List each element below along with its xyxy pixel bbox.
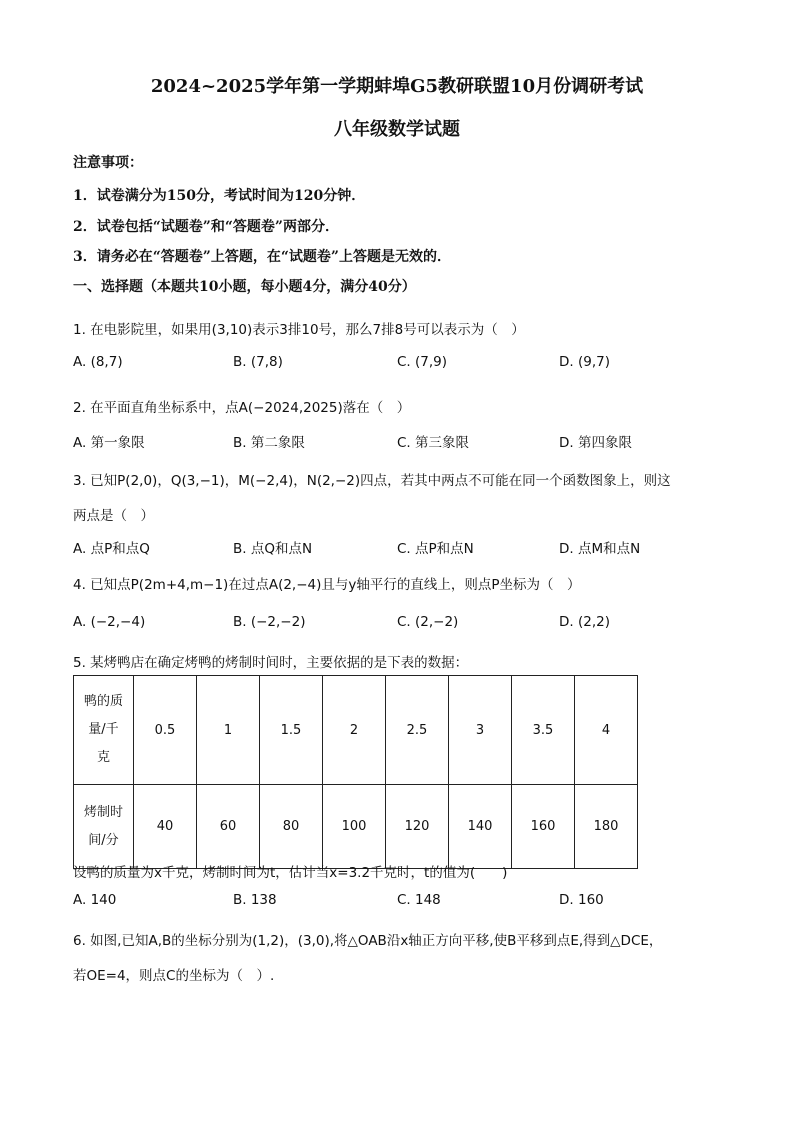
option-a: A. (8,7) (73, 354, 123, 370)
question-4-options (73, 614, 753, 634)
table-row (74, 676, 638, 785)
header-line: 烤制时 (83, 804, 123, 820)
question-3: 3. 已知P(2,0)，Q(3,−1)，M(−2,4)，N(2,−2)四点，若其中两点不可能在同一个函数图象上，则这 (73, 473, 671, 489)
exam-title: 2024~2025学年第一学期蚌埠G5教研联盟10月份调研考试 (150, 76, 644, 97)
option-b: B. 第二象限 (233, 435, 305, 451)
table-cell: 0.5 (134, 676, 197, 785)
question-1-options (73, 354, 753, 374)
option-d: D. (2,2) (559, 614, 610, 630)
table-cell: 100 (323, 785, 386, 869)
table-cell: 160 (512, 785, 575, 869)
question-2: 2. 在平面直角坐标系中，点A(−2024,2025)落在（ ） (73, 400, 411, 416)
option-b: B. (7,8) (233, 354, 283, 370)
question-6: 6. 如图,已知A,B的坐标分别为(1,2)，(3,0),将△OAB沿x轴正方向平移,使B平移到点E,得到△DCE， (73, 933, 663, 949)
option-c: C. 点P和点N (397, 541, 474, 557)
question-3-options (73, 537, 753, 557)
option-a: A. 140 (73, 892, 117, 908)
header-line: 鸭的质 (83, 694, 123, 709)
section-heading: 一、选择题（本题共10小题，每小题4分，满分40分） (73, 279, 416, 295)
question-5-options (73, 892, 753, 912)
table-cell: 1.5 (260, 676, 323, 785)
option-a: A. 第一象限 (73, 435, 145, 451)
notes-heading: 注意事项： (73, 155, 143, 171)
question-4: 4. 已知点P(2m+4,m−1)在过点A(2,−4)且与y轴平行的直线上，则点P坐标为（ ） (73, 577, 581, 593)
duck-roasting-table (73, 675, 638, 869)
header-line: 克 (96, 750, 110, 765)
question-5: 5. 某烤鸭店在确定烤鸭的烤制时间时，主要依据的是下表的数据： (73, 655, 469, 671)
question-3-continued: 两点是（ ） (73, 508, 154, 524)
option-c: C. 第三象限 (397, 435, 470, 451)
question-5-continued: 设鸭的质量为x千克，烤制时间为t，估计当x=3.2千克时，t的值为( ) (73, 865, 508, 881)
table-cell: 2 (323, 676, 386, 785)
table-cell: 120 (386, 785, 449, 869)
option-c: C. (7,9) (397, 354, 448, 370)
table-cell: 1 (197, 676, 260, 785)
table-cell: 4 (575, 676, 638, 785)
question-2-options (73, 431, 753, 451)
option-d: D. (9,7) (559, 354, 610, 370)
table-cell: 80 (260, 785, 323, 869)
option-a: A. 点P和点Q (73, 541, 150, 557)
question-1: 1. 在电影院里，如果用(3,10)表示3排10号，那么7排8号可以表示为（ ） (73, 322, 525, 338)
table-cell: 2.5 (386, 676, 449, 785)
note-item: 3．请务必在“答题卷”上答题，在“试题卷”上答题是无效的． (73, 249, 451, 265)
option-b: B. 点Q和点N (233, 541, 313, 557)
table-row-header (74, 785, 134, 869)
exam-subtitle: 八年级数学试题 (334, 119, 460, 140)
table-cell: 180 (575, 785, 638, 869)
header-line: 量/千 (88, 722, 119, 737)
table-cell: 140 (449, 785, 512, 869)
question-6-continued: 若OE=4，则点C的坐标为（ ）. (73, 968, 275, 984)
option-b: B. (−2,−2) (233, 614, 306, 630)
table-cell: 60 (197, 785, 260, 869)
note-item: 2．试卷包括“试题卷”和“答题卷”两部分． (73, 219, 339, 235)
option-c: C. (2,−2) (397, 614, 459, 630)
table-cell: 3.5 (512, 676, 575, 785)
table-cell: 3 (449, 676, 512, 785)
header-line: 间/分 (88, 832, 119, 848)
option-a: A. (−2,−4) (73, 614, 146, 630)
option-d: D. 点M和点N (559, 541, 641, 557)
table-row-header (74, 676, 134, 785)
option-d: D. 第四象限 (559, 435, 632, 451)
table-row (74, 785, 638, 869)
note-item: 1．试卷满分为150分，考试时间为120分钟． (73, 188, 366, 204)
option-c: C. 148 (397, 892, 441, 908)
table-cell: 40 (134, 785, 197, 869)
option-b: B. 138 (233, 892, 277, 908)
option-d: D. 160 (559, 892, 604, 908)
